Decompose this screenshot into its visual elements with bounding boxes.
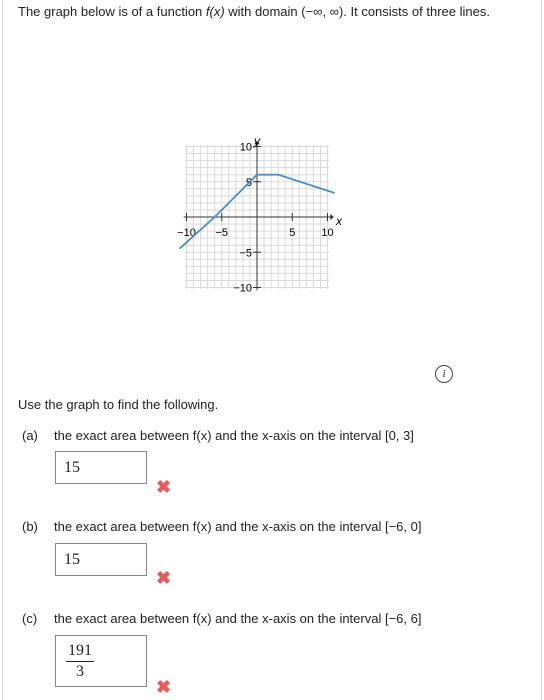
question-c-label: (c) <box>22 611 38 626</box>
y-tick-label: 5 <box>245 176 252 189</box>
function-graph <box>80 36 440 386</box>
answer-c-input[interactable] <box>55 635 147 687</box>
question-a-label: (a) <box>22 428 38 443</box>
question-b-text: the exact area between f(x) and the x-axis on the interval [−6, 0] <box>54 519 422 534</box>
answer-c-fraction <box>66 642 94 681</box>
x-tick-label: −5 <box>215 227 229 239</box>
question-c <box>22 611 421 626</box>
y-tick-label: −5 <box>239 247 252 260</box>
answer-c-denominator: 3 <box>76 663 84 680</box>
question-a-text: the exact area between f(x) and the x-axis on the interval [0, 3] <box>54 428 414 443</box>
question-c-text: the exact area between f(x) and the x-axis on the interval [−6, 6] <box>54 611 422 626</box>
incorrect-a-icon: ✖ <box>156 477 172 497</box>
question-a <box>22 428 414 443</box>
x-tick-label: −10 <box>177 227 196 239</box>
x-axis-label: x <box>335 214 342 228</box>
y-tick-label: 10 <box>239 141 252 154</box>
answer-a-input[interactable]: 15 <box>55 451 147 484</box>
question-b-label: (b) <box>22 519 38 534</box>
incorrect-c-icon: ✖ <box>156 677 172 697</box>
instruction-text: Use the graph to find the following. <box>18 397 219 412</box>
graph-svg <box>80 36 440 386</box>
y-axis-label: y <box>254 134 260 149</box>
x-tick-label: 5 <box>289 227 296 239</box>
fraction-bar <box>66 661 94 662</box>
x-axis-arrow <box>330 214 334 220</box>
x-tick-label: 10 <box>321 227 334 239</box>
problem-statement: The graph below is of a function f(x) with domain (−∞, ∞). It consists of three lines. <box>18 4 490 19</box>
frame-border-left <box>2 0 3 700</box>
y-tick-label: −10 <box>233 282 252 295</box>
function-name: f(x) <box>205 4 225 19</box>
incorrect-b-icon: ✖ <box>156 568 172 588</box>
answer-b-input[interactable]: 15 <box>55 543 147 576</box>
info-icon[interactable]: i <box>435 365 453 383</box>
answer-c-numerator: 191 <box>68 642 92 659</box>
question-b <box>22 519 421 534</box>
frame-border-right <box>541 0 542 700</box>
